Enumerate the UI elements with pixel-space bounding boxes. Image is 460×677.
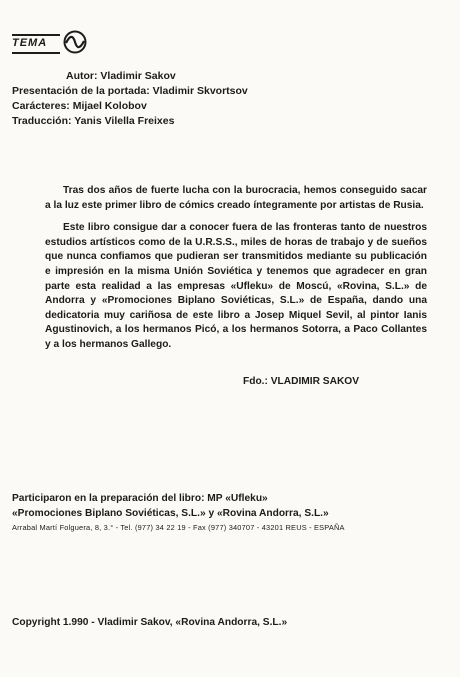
publisher-address: Arrabal Martí Folguera, 8, 3.° - Tel. (977) 34 22 19 - Fax (977) 340707 - 43201 REUS - ESPAÑA <box>12 523 345 532</box>
wave-logo-icon <box>62 30 88 54</box>
participants-block <box>12 491 345 534</box>
translation-credit: Traducción: Yanis Vilella Freixes <box>12 115 175 127</box>
participants-line-1: Participaron en la preparación del libro: MP «Ufleku» <box>12 493 268 504</box>
publisher-logo <box>12 30 92 56</box>
participants-line-2: «Promociones Biplano Soviéticas, S.L.» y «Rovina Andorra, S.L.» <box>12 508 329 519</box>
copyright-notice: Copyright 1.990 - Vladimir Sakov, «Rovina Andorra, S.L.» <box>12 617 288 628</box>
logo-text: TEMA <box>12 34 60 54</box>
preface-paragraph-1: Tras dos años de fuerte lucha con la burocracia, hemos conseguido sacar a la luz este primer libro de cómics creado íntegramente por artistas de Rusia. <box>45 185 427 211</box>
lettering-credit: Carácteres: Mijael Kolobov <box>12 100 147 112</box>
credits-block <box>12 69 248 129</box>
cover-credit: Presentación de la portada: Vladimir Skvortsov <box>12 85 248 97</box>
signature: Fdo.: VLADIMIR SAKOV <box>243 376 360 387</box>
author-credit: Autor: Vladimir Sakov <box>66 70 176 82</box>
preface-paragraph-2: Este libro consigue dar a conocer fuera de las fronteras tanto de nuestros estudios artísticos como de la U.R.S.S., miles de horas de trabajo y de sueños que nunca confiamos que pudieran ser transmitidos mediante su publicación e impresión en la misma Unión Soviética y tenemos que agradecer en gran parte esta realidad a las empresas «Ufleku» de Moscú, «Rovina, S.L.» de Andorra y «Promociones Biplano Soviéticas, S.L.» de España, dando una dedicatoria muy cariñosa de este libro a Josep Miquel Sevil, al pintor Ianis Agustinovich, a los hermanos Picó, a los hermanos Sotorra, a Paco Collantes y a los hermanos Gallego. <box>45 222 427 350</box>
preface-text <box>45 184 427 361</box>
